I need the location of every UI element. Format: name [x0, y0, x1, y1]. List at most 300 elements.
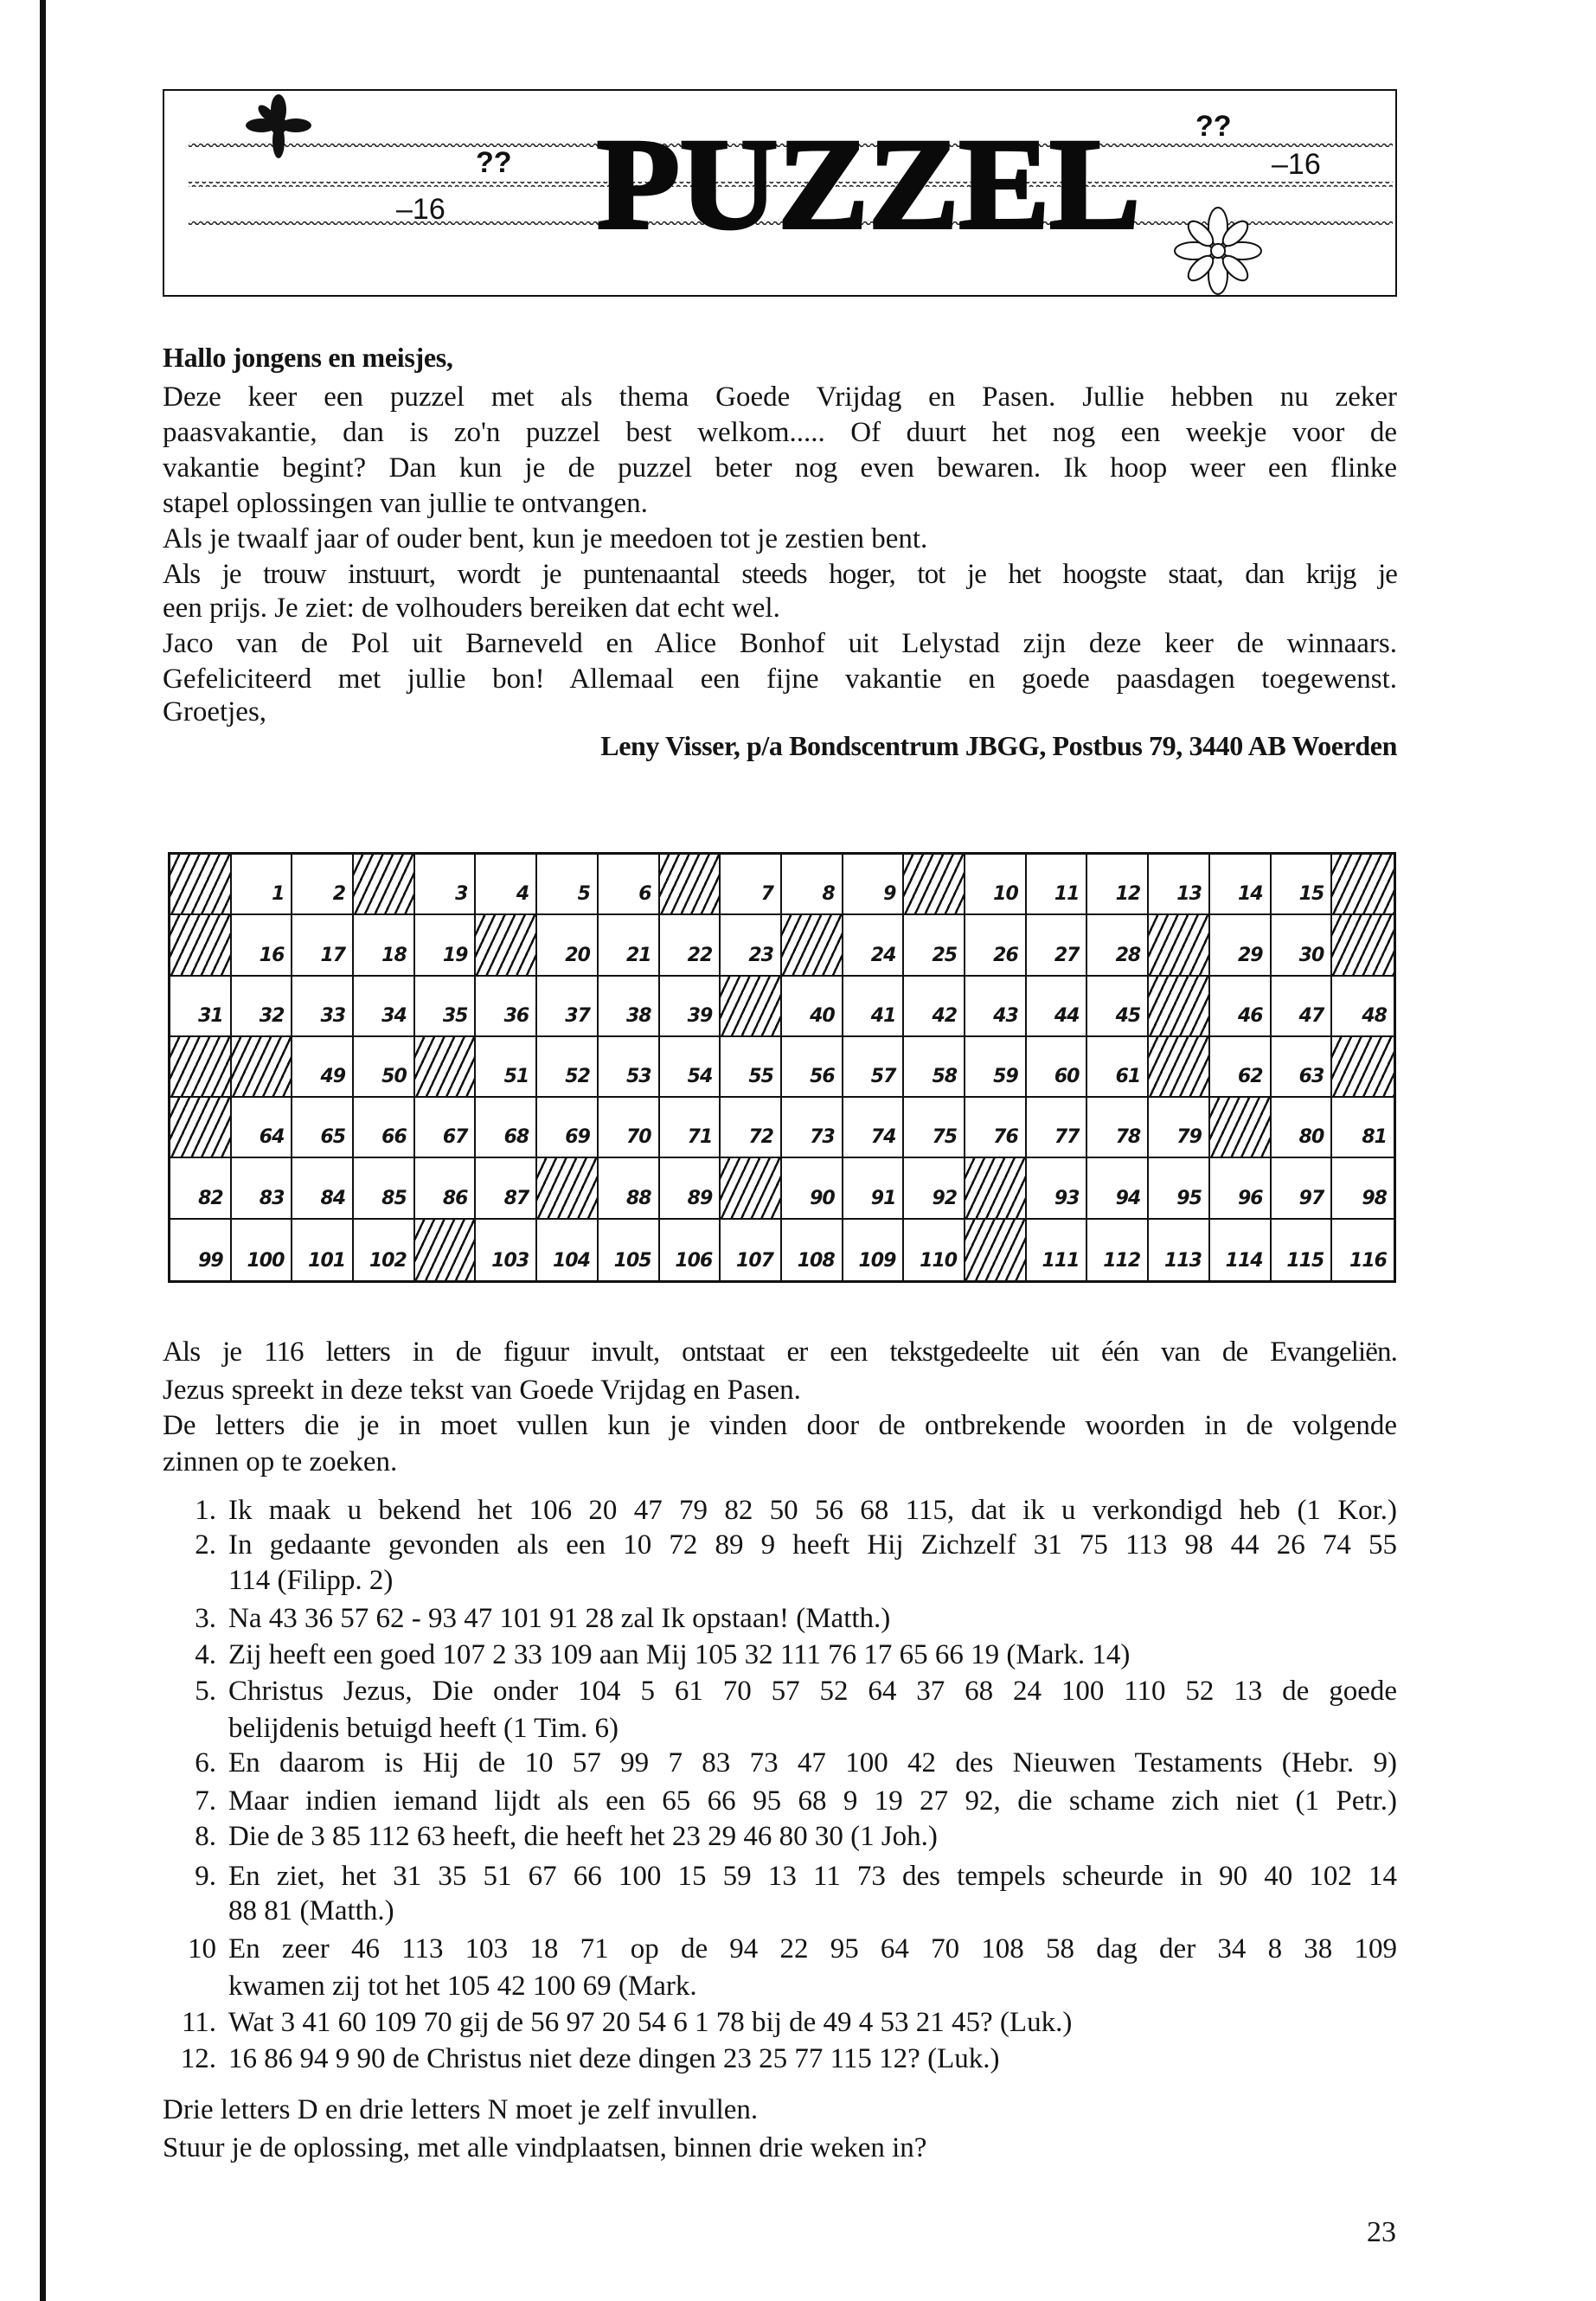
cell-number: 66	[381, 1126, 407, 1149]
cell-number: 12	[1115, 883, 1141, 906]
cell-number: 13	[1176, 883, 1202, 906]
grid-cell[interactable]	[721, 1098, 782, 1158]
grid-cell[interactable]	[232, 1158, 293, 1219]
cell-number: 6	[638, 883, 651, 906]
grid-cell[interactable]	[1027, 1158, 1088, 1219]
cell-number: 18	[381, 944, 407, 966]
cell-number: 17	[320, 944, 346, 966]
cell-number: 85	[381, 1187, 407, 1209]
grid-cell[interactable]	[660, 1098, 721, 1158]
grid-cell[interactable]	[537, 915, 599, 976]
grid-cell[interactable]	[1272, 855, 1333, 915]
grid-cell[interactable]	[537, 1098, 599, 1158]
cell-number: 115	[1286, 1249, 1324, 1272]
cell-number: 67	[442, 1126, 468, 1149]
intro-line: stapel oplossingen van jullie te ontvangen.	[163, 488, 648, 519]
grid-cell[interactable]	[599, 915, 660, 976]
cell-number: 109	[858, 1249, 896, 1272]
cell-number: 114	[1225, 1249, 1263, 1272]
grid-cell[interactable]	[1332, 1158, 1394, 1219]
grid-cell[interactable]	[537, 1220, 599, 1280]
hatched-cell	[721, 1158, 782, 1219]
grid-cell[interactable]	[660, 1220, 721, 1280]
grid-cell[interactable]	[904, 1037, 965, 1098]
clue-text: Ik maak u bekend het 106 20 47 79 82 50 56 68 115, dat ik u verkondigd heb (1 Kor.)	[228, 1495, 1397, 1526]
hatched-cell	[1332, 915, 1394, 976]
grid-cell[interactable]	[1087, 977, 1149, 1037]
grid-cell[interactable]	[782, 1158, 843, 1219]
cell-number: 52	[565, 1066, 590, 1088]
cell-number: 11	[1054, 883, 1080, 906]
cell-number: 88	[625, 1187, 651, 1209]
grid-cell[interactable]	[599, 1098, 660, 1158]
grid-cell[interactable]	[170, 1158, 232, 1219]
grid-cell[interactable]	[782, 1037, 843, 1098]
page-number: 23	[1367, 2216, 1396, 2248]
grid-cell[interactable]	[476, 1098, 537, 1158]
cell-number: 39	[687, 1004, 713, 1027]
instruction-line: Jezus spreekt in deze tekst van Goede Vrijdag en Pasen.	[163, 1375, 801, 1406]
grid-cell[interactable]	[415, 977, 477, 1037]
instruction-line: zinnen op te zoeken.	[163, 1446, 398, 1477]
cell-number: 1	[272, 883, 285, 906]
closing-line: Drie letters D en drie letters N moet je zelf invullen.	[163, 2094, 759, 2125]
instruction-line: Als je 116 letters in de figuur invult, ontstaat er een tekstgedeelte uit één van de Evangeliën.	[163, 1336, 1397, 1368]
clue-number: 8.	[195, 1821, 216, 1852]
greeting: Hallo jongens en meisjes,	[163, 342, 453, 373]
cell-number: 50	[381, 1066, 407, 1088]
grid-cell[interactable]	[1210, 1158, 1272, 1219]
cell-number: 43	[993, 1004, 1018, 1027]
clue-number: 1.	[195, 1495, 216, 1526]
grid-cell[interactable]	[1087, 1037, 1149, 1098]
cell-number: 34	[381, 1004, 407, 1027]
cell-number: 56	[810, 1066, 835, 1088]
intro-line: Als je trouw instuurt, wordt je puntenaantal steeds hoger, tot je het hoogste staat, dan krijg je	[163, 559, 1397, 590]
cell-number: 64	[259, 1126, 285, 1149]
hatched-cell	[1149, 1037, 1210, 1098]
intro-line: Als je twaalf jaar of ouder bent, kun je meedoen tot je zestien bent.	[163, 523, 928, 554]
clue-text: Die de 3 85 112 63 heeft, die heeft het 23 29 46 80 30 (1 Joh.)	[228, 1821, 938, 1852]
grid-cell[interactable]	[660, 1158, 721, 1219]
hatched-cell	[1149, 977, 1210, 1037]
clue-number: 11.	[181, 2007, 216, 2038]
hatched-cell	[537, 1158, 599, 1219]
cell-number: 97	[1298, 1187, 1324, 1209]
grid-cell[interactable]	[354, 1098, 415, 1158]
cell-number: 111	[1042, 1249, 1080, 1272]
grid-cell[interactable]	[904, 1158, 965, 1219]
grid-cell[interactable]	[232, 915, 293, 976]
grid-cell[interactable]	[1087, 1158, 1149, 1219]
grid-cell[interactable]	[1210, 915, 1272, 976]
number-left: –16	[396, 193, 445, 226]
cell-number: 106	[675, 1249, 713, 1272]
grid-cell[interactable]	[415, 855, 477, 915]
cell-number: 47	[1298, 1004, 1324, 1027]
clue-text: 16 86 94 9 90 de Christus niet deze dingen 23 25 77 115 12? (Luk.)	[228, 2043, 1000, 2074]
cell-number: 86	[442, 1187, 468, 1209]
cell-number: 75	[932, 1126, 958, 1149]
grid-cell[interactable]	[599, 1037, 660, 1098]
grid-cell[interactable]	[292, 1158, 354, 1219]
clue-text: Na 43 36 57 62 - 93 47 101 91 28 zal Ik opstaan! (Matth.)	[228, 1603, 891, 1634]
cell-number: 40	[810, 1004, 835, 1027]
cell-number: 99	[198, 1249, 223, 1272]
grid-cell[interactable]	[476, 1220, 537, 1280]
grid-cell[interactable]	[354, 977, 415, 1037]
page-edge-bar	[40, 0, 46, 2301]
grid-cell[interactable]	[476, 977, 537, 1037]
grid-cell[interactable]	[1210, 855, 1272, 915]
grid-cell[interactable]	[843, 1037, 905, 1098]
cell-number: 73	[810, 1126, 835, 1149]
cell-number: 68	[503, 1126, 529, 1149]
cell-number: 77	[1054, 1126, 1080, 1149]
cell-number: 87	[503, 1187, 529, 1209]
hatched-cell	[1210, 1098, 1272, 1158]
grid-cell[interactable]	[965, 1098, 1027, 1158]
cell-number: 9	[883, 883, 896, 906]
grid-cell[interactable]	[170, 1220, 232, 1280]
grid-cell[interactable]	[965, 855, 1027, 915]
cell-number: 59	[993, 1066, 1018, 1088]
asterisk-flower-icon	[246, 94, 311, 158]
grid-cell[interactable]	[292, 915, 354, 976]
cell-number: 92	[932, 1187, 958, 1209]
signature-address: Leny Visser, p/a Bondscentrum JBGG, Postbus 79, 3440 AB Woerden	[600, 730, 1397, 761]
grid-cell[interactable]	[415, 1158, 477, 1219]
cell-number: 8	[822, 883, 835, 906]
cell-number: 79	[1176, 1126, 1202, 1149]
cell-number: 107	[736, 1249, 773, 1272]
cell-number: 112	[1103, 1249, 1141, 1272]
grid-cell[interactable]	[782, 1220, 843, 1280]
cell-number: 105	[613, 1249, 651, 1272]
cell-number: 95	[1176, 1187, 1202, 1209]
cell-number: 21	[625, 944, 651, 966]
cell-number: 81	[1362, 1126, 1387, 1149]
hatched-cell	[415, 1037, 477, 1098]
question-marks-right: ??	[1195, 110, 1232, 143]
grid-cell[interactable]	[965, 977, 1027, 1037]
clue-text: 88 81 (Matth.)	[228, 1895, 394, 1926]
cell-number: 76	[993, 1126, 1018, 1149]
grid-cell[interactable]	[354, 1037, 415, 1098]
grid-cell[interactable]	[232, 1098, 293, 1158]
grid-cell[interactable]	[1027, 1037, 1088, 1098]
grid-cell[interactable]	[843, 915, 905, 976]
cell-number: 63	[1298, 1066, 1324, 1088]
grid-cell[interactable]	[292, 977, 354, 1037]
grid-cell[interactable]	[232, 1220, 293, 1280]
cell-number: 5	[577, 883, 590, 906]
grid-cell[interactable]	[232, 855, 293, 915]
clue-text: En ziet, het 31 35 51 67 66 100 15 59 13 11 73 des tempels scheurde in 90 40 102 14	[228, 1861, 1397, 1892]
cell-number: 90	[810, 1187, 835, 1209]
intro-line: Gefeliciteerd met jullie bon! Allemaal een fijne vakantie en goede paasdagen toegewenst.	[163, 663, 1397, 695]
cell-number: 27	[1054, 944, 1080, 966]
hatched-cell	[170, 855, 232, 915]
number-right: –16	[1272, 148, 1321, 181]
grid-cell[interactable]	[415, 1098, 477, 1158]
cell-number: 19	[442, 944, 468, 966]
clue-text: Zij heeft een goed 107 2 33 109 aan Mij 105 32 111 76 17 65 66 19 (Mark. 14)	[228, 1639, 1131, 1670]
grid-cell[interactable]	[1149, 1220, 1210, 1280]
grid-cell[interactable]	[354, 915, 415, 976]
cell-number: 57	[870, 1066, 896, 1088]
grid-cell[interactable]	[1332, 1220, 1394, 1280]
grid-cell[interactable]	[1210, 977, 1272, 1037]
cell-number: 45	[1115, 1004, 1141, 1027]
grid-cell[interactable]	[721, 915, 782, 976]
cell-number: 49	[320, 1066, 346, 1088]
grid-cell[interactable]	[599, 855, 660, 915]
cell-number: 60	[1054, 1066, 1080, 1088]
cell-number: 89	[687, 1187, 713, 1209]
grid-cell[interactable]	[660, 1037, 721, 1098]
question-marks-left: ??	[476, 146, 512, 179]
hatched-cell	[170, 1037, 232, 1098]
grid-cell[interactable]	[537, 855, 599, 915]
cell-number: 54	[687, 1066, 713, 1088]
grid-cell[interactable]	[476, 1158, 537, 1219]
grid-cell[interactable]	[232, 977, 293, 1037]
cell-number: 113	[1163, 1249, 1202, 1272]
grid-cell[interactable]	[904, 977, 965, 1037]
grid-cell[interactable]	[782, 855, 843, 915]
clue-number: 7.	[195, 1785, 216, 1817]
grid-cell[interactable]	[1087, 855, 1149, 915]
hatched-cell	[721, 977, 782, 1037]
cell-number: 83	[259, 1187, 285, 1209]
intro-line: paasvakantie, dan is zo'n puzzel best welkom..... Of duurt het nog een weekje voor de	[163, 417, 1397, 448]
cell-number: 80	[1298, 1126, 1324, 1149]
grid-cell[interactable]	[843, 855, 905, 915]
grid-cell[interactable]	[170, 977, 232, 1037]
grid-cell[interactable]	[782, 1098, 843, 1158]
clue-number: 10	[188, 1933, 216, 1965]
clue-number: 12.	[180, 2043, 216, 2074]
cell-number: 31	[198, 1004, 223, 1027]
cell-number: 101	[308, 1249, 346, 1272]
grid-cell[interactable]	[354, 1158, 415, 1219]
grid-cell[interactable]	[599, 977, 660, 1037]
grid-cell[interactable]	[1027, 977, 1088, 1037]
grid-cell[interactable]	[537, 1037, 599, 1098]
cell-number: 96	[1237, 1187, 1263, 1209]
cell-number: 33	[320, 1004, 346, 1027]
grid-cell[interactable]	[599, 1158, 660, 1219]
grid-cell[interactable]	[476, 1037, 537, 1098]
cell-number: 98	[1362, 1187, 1387, 1209]
cell-number: 100	[247, 1249, 285, 1272]
intro-line: Jaco van de Pol uit Barneveld en Alice Bonhof uit Lelystad zijn deze keer de winnaars.	[163, 628, 1397, 659]
grid-cell[interactable]	[904, 915, 965, 976]
grid-cell[interactable]	[843, 1220, 905, 1280]
grid-cell[interactable]	[1272, 1037, 1333, 1098]
cell-number: 24	[870, 944, 896, 966]
grid-cell[interactable]	[721, 855, 782, 915]
hatched-cell	[1332, 855, 1394, 915]
grid-cell[interactable]	[1272, 977, 1333, 1037]
grid-cell[interactable]	[415, 915, 477, 976]
cell-number: 26	[993, 944, 1018, 966]
hatched-cell	[415, 1220, 477, 1280]
cell-number: 38	[625, 1004, 651, 1027]
hatched-cell	[170, 1098, 232, 1158]
grid-cell[interactable]	[1027, 1098, 1088, 1158]
cell-number: 46	[1237, 1004, 1263, 1027]
cell-number: 116	[1349, 1249, 1387, 1272]
cell-number: 55	[748, 1066, 773, 1088]
intro-line: Deze keer een puzzel met als thema Goede Vrijdag en Pasen. Jullie hebben nu zeker	[163, 381, 1397, 413]
hatched-cell	[1332, 1037, 1394, 1098]
clue-text: Maar indien iemand lijdt als een 65 66 95 68 9 19 27 92, die schame zich niet (1 Petr.)	[228, 1785, 1397, 1817]
grid-cell[interactable]	[965, 1037, 1027, 1098]
hatched-cell	[232, 1037, 293, 1098]
grid-cell[interactable]	[782, 977, 843, 1037]
grid-cell[interactable]	[1027, 855, 1088, 915]
cell-number: 2	[332, 883, 346, 906]
grid-cell[interactable]	[292, 855, 354, 915]
grid-cell[interactable]	[721, 1037, 782, 1098]
grid-cell[interactable]	[1272, 1220, 1333, 1280]
grid-cell[interactable]	[843, 1098, 905, 1158]
clue-number: 5.	[195, 1676, 216, 1707]
closing-line: Stuur je de oplossing, met alle vindplaatsen, binnen drie weken in?	[163, 2132, 927, 2163]
grid-cell[interactable]	[1332, 977, 1394, 1037]
cell-number: 42	[932, 1004, 958, 1027]
grid-cell[interactable]	[476, 855, 537, 915]
clue-number: 2.	[195, 1529, 216, 1561]
hatched-cell	[660, 855, 721, 915]
puzzle-grid	[168, 852, 1396, 1283]
clue-number: 4.	[195, 1639, 216, 1670]
cell-number: 78	[1115, 1126, 1141, 1149]
grid-cell[interactable]	[843, 977, 905, 1037]
grid-cell[interactable]	[1027, 1220, 1088, 1280]
grid-cell[interactable]	[1087, 915, 1149, 976]
cell-number: 15	[1298, 883, 1324, 906]
grid-cell[interactable]	[1272, 915, 1333, 976]
instruction-line: De letters die je in moet vullen kun je vinden door de ontbrekende woorden in de volgende	[163, 1410, 1397, 1441]
cell-number: 84	[320, 1187, 346, 1209]
cell-number: 94	[1115, 1187, 1141, 1209]
hatched-cell	[1149, 915, 1210, 976]
cell-number: 70	[625, 1126, 651, 1149]
clue-text: 114 (Filipp. 2)	[228, 1565, 394, 1596]
cell-number: 16	[259, 944, 285, 966]
grid-cell[interactable]	[1149, 855, 1210, 915]
grid-cell[interactable]	[1272, 1098, 1333, 1158]
cell-number: 53	[625, 1066, 651, 1088]
grid-cell[interactable]	[1087, 1220, 1149, 1280]
grid-cell[interactable]	[660, 977, 721, 1037]
puzzle-header-banner	[163, 89, 1397, 297]
cell-number: 69	[565, 1126, 590, 1149]
cell-number: 28	[1115, 944, 1141, 966]
clue-text: kwamen zij tot het 105 42 100 69 (Mark.	[228, 1971, 697, 2002]
cell-number: 48	[1362, 1004, 1387, 1027]
grid-cell[interactable]	[292, 1037, 354, 1098]
hatched-cell	[782, 915, 843, 976]
cell-number: 29	[1237, 944, 1263, 966]
grid-cell[interactable]	[1210, 1220, 1272, 1280]
cell-number: 61	[1115, 1066, 1141, 1088]
cell-number: 7	[760, 883, 773, 906]
hatched-cell	[354, 855, 415, 915]
cell-number: 104	[552, 1249, 590, 1272]
grid-cell[interactable]	[1087, 1098, 1149, 1158]
puzzle-title: PUZZEL	[597, 112, 1140, 256]
clue-text: Wat 3 41 60 109 70 gij de 56 97 20 54 6 1 78 bij de 49 4 53 21 45? (Luk.)	[228, 2007, 1073, 2038]
grid-cell[interactable]	[292, 1098, 354, 1158]
cell-number: 25	[932, 944, 958, 966]
cell-number: 62	[1237, 1066, 1263, 1088]
grid-cell[interactable]	[721, 1220, 782, 1280]
cell-number: 44	[1054, 1004, 1080, 1027]
hatched-cell	[170, 915, 232, 976]
intro-line: een prijs. Je ziet: de volhouders bereiken dat echt wel.	[163, 593, 780, 624]
hatched-cell	[965, 1158, 1027, 1219]
cell-number: 110	[920, 1249, 958, 1272]
cell-number: 41	[870, 1004, 896, 1027]
grid-cell[interactable]	[1149, 1158, 1210, 1219]
grid-cell[interactable]	[1332, 1098, 1394, 1158]
cell-number: 103	[491, 1249, 529, 1272]
grid-cell[interactable]	[1027, 915, 1088, 976]
grid-cell[interactable]	[354, 1220, 415, 1280]
cell-number: 72	[748, 1126, 773, 1149]
grid-cell[interactable]	[1210, 1037, 1272, 1098]
cell-number: 36	[503, 1004, 529, 1027]
intro-line: Groetjes,	[163, 696, 267, 727]
cell-number: 37	[565, 1004, 590, 1027]
grid-cell[interactable]	[965, 915, 1027, 976]
cell-number: 82	[198, 1187, 223, 1209]
grid-cell[interactable]	[599, 1220, 660, 1280]
grid-cell[interactable]	[660, 915, 721, 976]
header-artwork	[164, 91, 1395, 295]
grid-cell[interactable]	[843, 1158, 905, 1219]
grid-cell[interactable]	[904, 1098, 965, 1158]
grid-cell[interactable]	[904, 1220, 965, 1280]
intro-line: vakantie begint? Dan kun je de puzzel beter nog even bewaren. Ik hoop weer een flinke	[163, 452, 1397, 484]
cell-number: 108	[797, 1249, 835, 1272]
cell-number: 30	[1298, 944, 1324, 966]
grid-cell[interactable]	[537, 977, 599, 1037]
cell-number: 35	[442, 1004, 468, 1027]
cell-number: 93	[1054, 1187, 1080, 1209]
clue-text: Christus Jezus, Die onder 104 5 61 70 57 52 64 37 68 24 100 110 52 13 de goede	[228, 1676, 1397, 1707]
grid-cell[interactable]	[1272, 1158, 1333, 1219]
cell-number: 71	[687, 1126, 713, 1149]
clue-text: In gedaante gevonden als een 10 72 89 9 heeft Hij Zichzelf 31 75 113 98 44 26 74 55	[228, 1529, 1397, 1561]
cell-number: 102	[369, 1249, 407, 1272]
hatched-cell	[476, 915, 537, 976]
clue-number: 3.	[195, 1603, 216, 1634]
cell-number: 10	[993, 883, 1018, 906]
cell-number: 32	[259, 1004, 285, 1027]
cell-number: 4	[516, 883, 529, 906]
clue-text: En zeer 46 113 103 18 71 op de 94 22 95 64 70 108 58 dag der 34 8 38 109	[228, 1933, 1397, 1965]
hatched-cell	[965, 1220, 1027, 1280]
cell-number: 3	[455, 883, 468, 906]
grid-cell[interactable]	[1149, 1098, 1210, 1158]
grid-cell[interactable]	[292, 1220, 354, 1280]
cell-number: 14	[1237, 883, 1263, 906]
